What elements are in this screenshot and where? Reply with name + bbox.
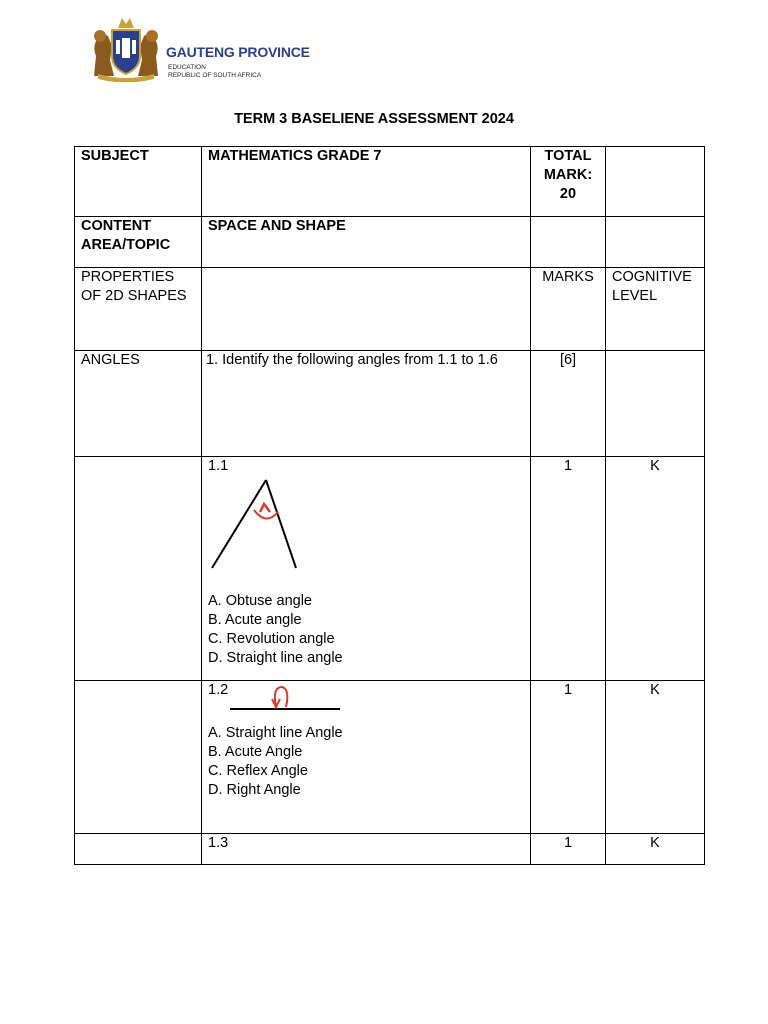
acute-angle-figure bbox=[208, 476, 318, 592]
question-level: K bbox=[606, 681, 705, 834]
question-level: K bbox=[606, 457, 705, 681]
properties-label-line-2: OF 2D SHAPES bbox=[81, 288, 187, 304]
question-header bbox=[208, 681, 524, 724]
cognitive-level-line-1: COGNITIVE bbox=[612, 269, 692, 285]
question-1-2-row bbox=[75, 681, 705, 834]
empty-cell bbox=[75, 681, 202, 834]
properties-row bbox=[75, 268, 705, 351]
question-1-2 bbox=[202, 681, 531, 834]
question-1-1-row bbox=[75, 457, 705, 681]
empty-cell bbox=[75, 457, 202, 681]
logo-subtitle-country: REPUBLIC OF SOUTH AFRICA bbox=[168, 72, 262, 79]
empty-cell bbox=[606, 217, 705, 268]
empty-cell bbox=[606, 351, 705, 457]
empty-cell bbox=[531, 217, 606, 268]
option-a[interactable]: A. Obtuse angle bbox=[208, 593, 312, 609]
coat-of-arms-icon bbox=[88, 16, 164, 82]
content-row bbox=[75, 217, 705, 268]
angles-label: ANGLES bbox=[75, 351, 202, 457]
option-d[interactable]: D. Straight line angle bbox=[208, 650, 343, 666]
straight-angle-figure bbox=[222, 679, 362, 715]
empty-cell bbox=[202, 268, 531, 351]
total-mark-value: 20 bbox=[559, 186, 577, 202]
assessment-table bbox=[74, 146, 705, 865]
question-1-3-row bbox=[75, 834, 705, 865]
question-1-3: 1.3 bbox=[202, 834, 531, 865]
option-b[interactable]: B. Acute Angle bbox=[208, 744, 303, 760]
angles-marks: [6] bbox=[531, 351, 606, 457]
question-marks: 1 bbox=[531, 681, 606, 834]
empty-cell bbox=[75, 834, 202, 865]
question-number: 1.2 bbox=[208, 682, 229, 698]
empty-cell bbox=[606, 147, 705, 217]
document-title: TERM 3 BASELIENE ASSESSMENT 2024 bbox=[234, 111, 514, 127]
subject-row bbox=[75, 147, 705, 217]
option-a[interactable]: A. Straight line Angle bbox=[208, 725, 343, 741]
cognitive-level-line-2: LEVEL bbox=[612, 288, 658, 304]
total-mark-label-1: TOTAL bbox=[544, 148, 592, 164]
content-label-line-1: CONTENT bbox=[81, 218, 152, 234]
question-level: K bbox=[606, 834, 705, 865]
subject-value: MATHEMATICS GRADE 7 bbox=[202, 147, 531, 217]
content-value: SPACE AND SHAPE bbox=[202, 217, 531, 268]
logo-title: GAUTENG PROVINCE bbox=[166, 44, 310, 60]
properties-label bbox=[75, 268, 202, 351]
subject-label: SUBJECT bbox=[75, 147, 202, 217]
gauteng-logo bbox=[88, 16, 310, 84]
cognitive-level-header bbox=[606, 268, 705, 351]
option-d[interactable]: D. Right Angle bbox=[208, 782, 301, 798]
marks-header: MARKS bbox=[531, 268, 606, 351]
content-label bbox=[75, 217, 202, 268]
question-marks: 1 bbox=[531, 457, 606, 681]
option-b[interactable]: B. Acute angle bbox=[208, 612, 302, 628]
question-number: 1.1 bbox=[208, 458, 229, 474]
angles-question: 1. Identify the following angles from 1.1 to 1.6 bbox=[202, 351, 531, 457]
option-c[interactable]: C. Revolution angle bbox=[208, 631, 335, 647]
option-c[interactable]: C. Reflex Angle bbox=[208, 763, 308, 779]
content-label-line-2: AREA/TOPIC bbox=[81, 237, 171, 253]
properties-label-line-1: PROPERTIES bbox=[81, 269, 175, 285]
total-mark-cell bbox=[531, 147, 606, 217]
logo-subtitle-education: EDUCATION bbox=[168, 64, 206, 71]
total-mark-label-2: MARK: bbox=[543, 167, 593, 183]
question-1-1 bbox=[202, 457, 531, 681]
angles-row bbox=[75, 351, 705, 457]
question-marks: 1 bbox=[531, 834, 606, 865]
